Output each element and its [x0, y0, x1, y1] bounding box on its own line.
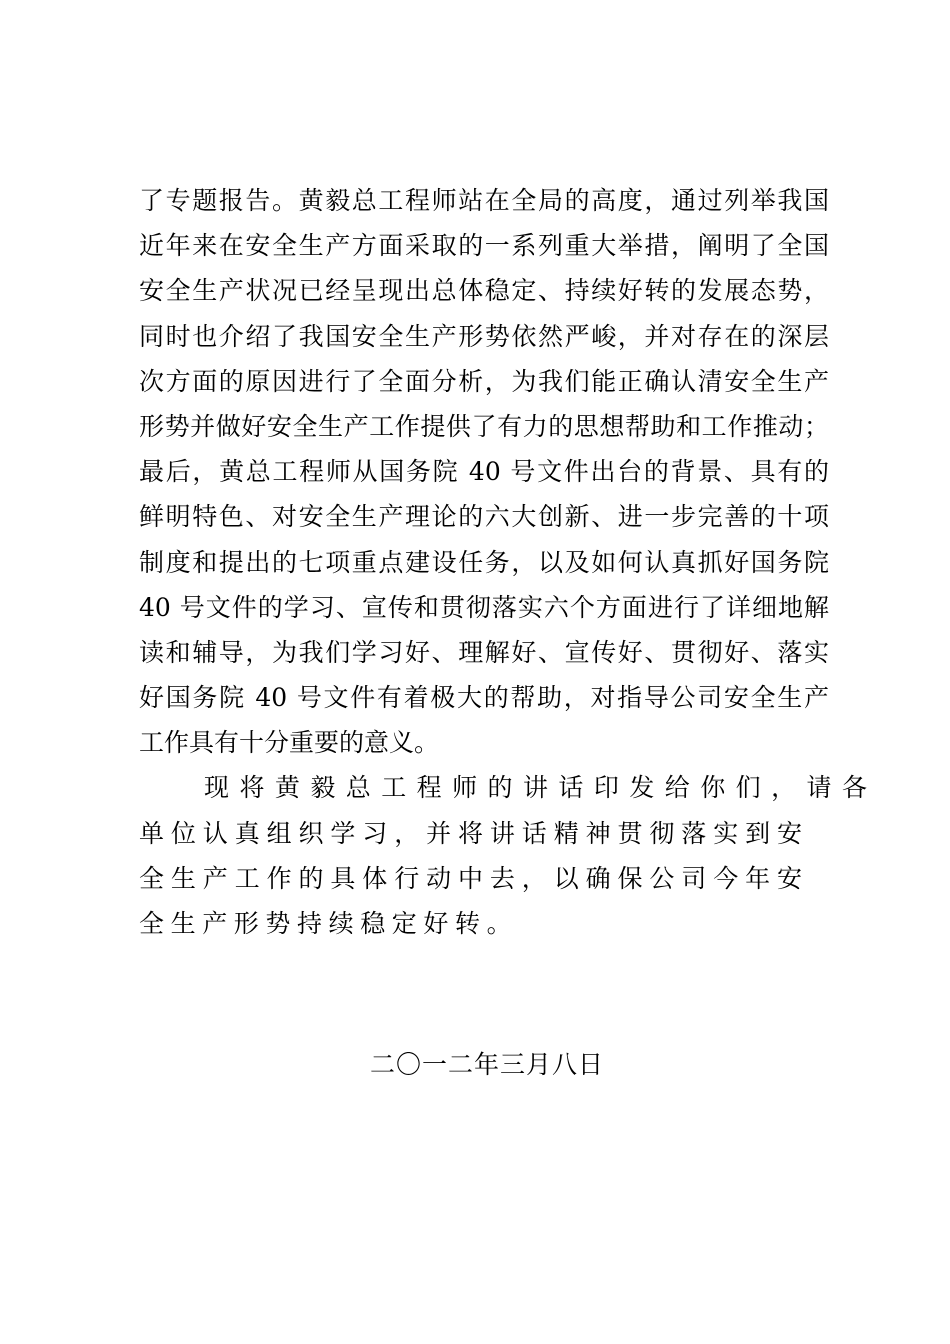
- paragraph-report-summary: [139, 178, 829, 765]
- text-line: 读和辅导，为我们学习好、理解好、宣传好、贯彻好、落实: [139, 637, 829, 667]
- text-line: 最后，黄总工程师从国务院 40 号文件出台的背景、具有的: [139, 457, 829, 487]
- text-line: 次方面的原因进行了全面分析，为我们能正确认清安全生产: [139, 366, 829, 396]
- text-line: 形势并做好安全生产工作提供了有力的思想帮助和工作推动；: [139, 411, 829, 441]
- document-date: 二〇一二年三月八日: [370, 1050, 605, 1079]
- text-line: 近年来在安全生产方面采取的一系列重大举措，阐明了全国: [139, 231, 829, 261]
- text-line: 工作具有十分重要的意义。: [139, 728, 440, 758]
- paragraph-distribution-notice: [139, 765, 867, 946]
- text-line: 制度和提出的七项重点建设任务，以及如何认真抓好国务院: [139, 547, 829, 577]
- text-line: 好国务院 40 号文件有着极大的帮助，对指导公司安全生产: [139, 683, 829, 713]
- document-body: [139, 178, 867, 946]
- text-line: 同时也介绍了我国安全生产形势依然严峻，并对存在的深层: [139, 321, 829, 351]
- text-line: 40 号文件的学习、宣传和贯彻落实六个方面进行了详细地解: [139, 592, 829, 622]
- text-line: 全生产工作的具体行动中去，以确保公司今年安: [139, 863, 802, 893]
- text-line: 鲜明特色、对安全生产理论的六大创新、进一步完善的十项: [139, 502, 829, 532]
- text-line: 全生产形势持续稳定好转。: [139, 909, 519, 938]
- text-line: 了专题报告。黄毅总工程师站在全局的高度，通过列举我国: [139, 186, 829, 215]
- text-line: 安全生产状况已经呈现出总体稳定、持续好转的发展态势，: [139, 276, 829, 306]
- text-line: 单位认真组织学习，并将讲话精神贯彻落实到安: [139, 818, 802, 848]
- text-line: 现将黄毅总工程师的讲话印发给你们，请各: [204, 773, 867, 803]
